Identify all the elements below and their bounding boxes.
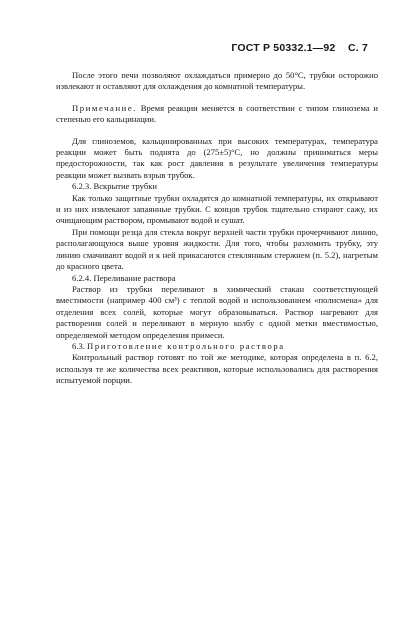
- paragraph: Для глиноземов, кальцинированных при высоких температурах, температура реакции может быть поднята до (275±5)°С, но должны приниматься меры предосторожности, так как рост давления в результате увеличения температуры реакции может вызвать взрыв трубок.: [56, 135, 378, 180]
- standard-number: ГОСТ Р 50332.1—92: [231, 42, 336, 54]
- paragraph: Контрольный раствор готовят по той же методике, которая определена в п. 6.2, используя те же количества всех реактивов, которые использовались для растворения испытуемой порции.: [56, 352, 378, 386]
- note-text: Время реакции меняется в соответствии с типом глинозема и степенью его кальцинации.: [56, 102, 378, 125]
- note: [56, 103, 378, 126]
- section-heading: 6.2.3. Вскрытие трубки: [72, 181, 157, 192]
- page-header: [231, 42, 368, 54]
- section-number: 6.3.: [72, 340, 85, 351]
- note-label: Примечание.: [72, 102, 138, 113]
- paragraph: Раствор из трубки переливают в химический стакан соответствующей вместимости (например 400 см³) с теплой водой и использованием «полисмена» для отделения всех солей, которые могут образовываться. Раствор нагревают для растворения солей и переливают в мерную колбу с одной метки вместимостью, определяемой методом определения примеси.: [56, 283, 378, 340]
- page-number: С. 7: [347, 42, 368, 54]
- section-heading: 6.2.4. Переливание раствора: [72, 272, 176, 283]
- section-title: Приготовление контрольного раствора: [87, 340, 285, 351]
- section-heading: [56, 341, 378, 352]
- document-body: [56, 70, 378, 387]
- paragraph: При помощи резца для стекла вокруг верхней части трубки прочерчивают линию, располагающуюся выше уровня жидкости. Для того, чтобы разломить трубку, эту линию смачивают водой и к ней прикасаются стеклянным стержнем (п. 5.2), нагретым до красного цвета.: [56, 226, 378, 272]
- paragraph: После этого печи позволяют охлаждаться примерно до 50°С, трубки осторожно извлекают и оставляют для охлаждения до комнатной температуры.: [56, 70, 378, 92]
- paragraph: Как только защитные трубки охладятся до комнатной температуры, их открывают и из них извлекают запаянные трубки. С концов трубок тщательно стирают сажу, их очищающим раствором, промывают водой и сушат.: [56, 192, 378, 226]
